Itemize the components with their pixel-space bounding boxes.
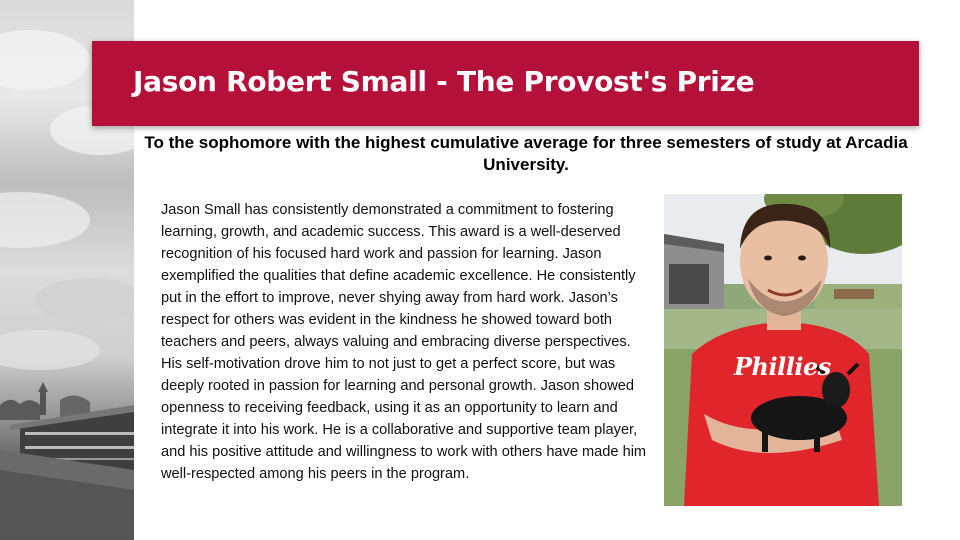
student-photo <box>664 194 902 506</box>
award-description: To the sophomore with the highest cumulative average for three semesters of study at Arcadia University. <box>144 133 908 174</box>
title-banner <box>92 41 919 126</box>
biography-paragraph: Jason Small has consistently demonstrated a commitment to fostering learning, growth, and academic success. This award is a well-deserved recognition of his focused hard work and passion for learning. Jason exemplified the qualities that define academic excellence. He consistently put in the effort to improve, never shying away from hard work. Jason’s respect for others was evident in the kindness he showed toward both teachers and peers, always valuing and embracing diverse perspectives. His self-motivation drove him to not just to get a perfect score, but was deeply rooted in passion for learning and personal growth. Jason showed openness to receiving feedback, using it as an opportunity to learn and integrate it into his work. He is a collaborative and supportive team player, and his positive attitude and willingness to work with others have made him well-respected among his peers in the program. <box>161 202 647 482</box>
page-title: Jason Robert Small - The Provost's Prize <box>133 65 755 98</box>
shirt-logo-text: Phillies <box>734 352 831 381</box>
